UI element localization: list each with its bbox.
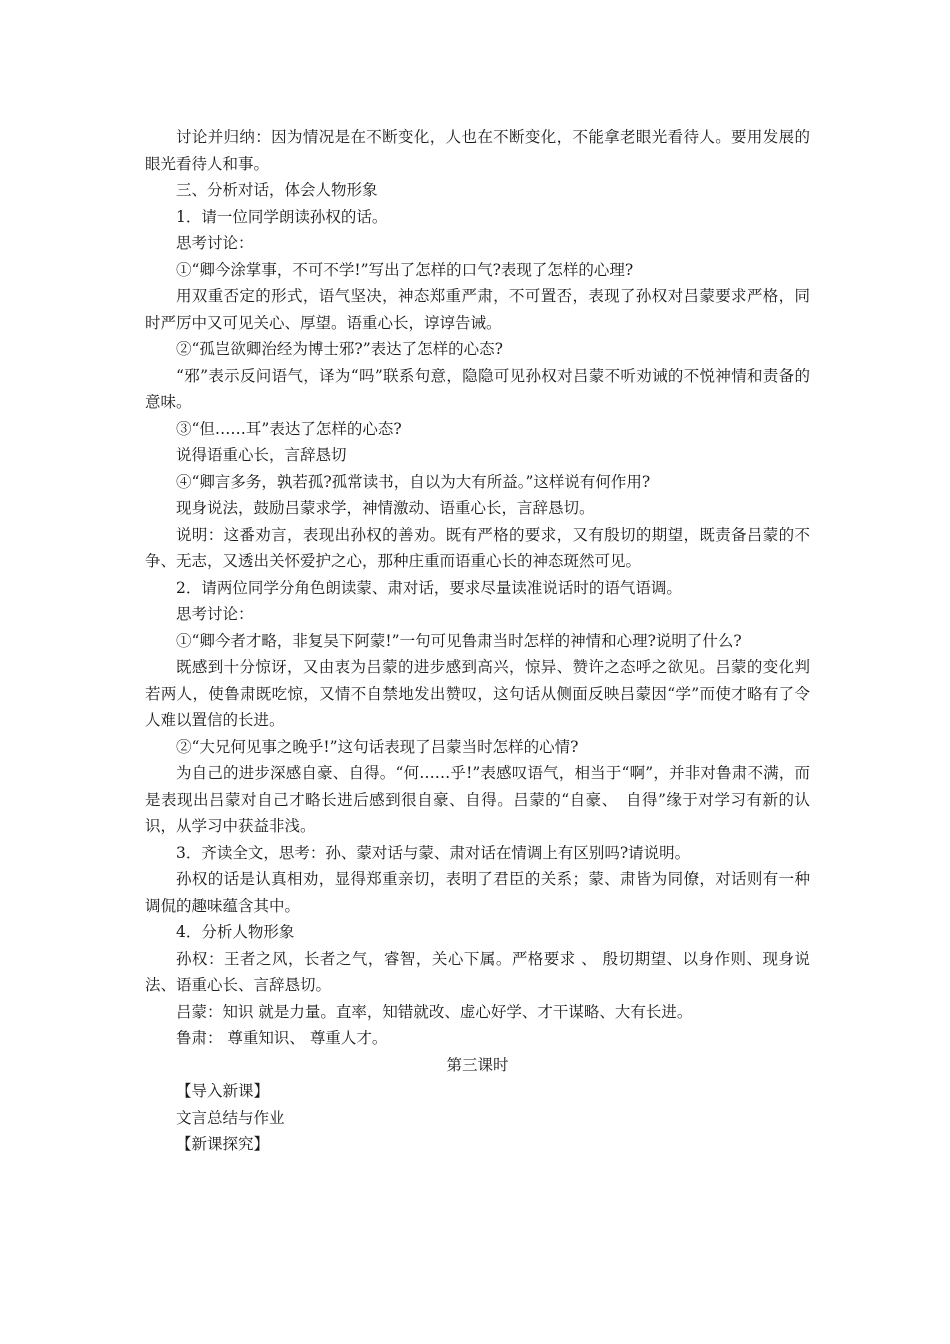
answer: 现身说法，鼓励吕蒙求学，神情激动、语重心长，言辞恳切。 <box>176 499 595 517</box>
question: ②“孤岂欲卿治经为博士邪?”表达了怎样的心态? <box>176 340 503 358</box>
section-title: 第三课时 <box>446 1055 509 1074</box>
paragraph: 2．请两位同学分角色朗读蒙、肃对话，要求尽量读准说话时的语气语调。 <box>176 578 682 597</box>
subheading: 【新课探究】 <box>176 1135 270 1153</box>
subheading: 【导入新课】 <box>176 1082 270 1100</box>
answer: “邪”表示反问语气，译为“吗”联系句意，隐隐可见孙权对吕蒙不听劝诫的不悦神情和责备的意味。 <box>145 366 810 411</box>
answer: 既感到十分惊讶，又由衷为吕蒙的进步感到高兴，惊异、赞许之态呼之欲见。吕蒙的变化判若两人，使鲁肃既吃惊，又情不自禁地发出赞叹，这句话从侧面反映吕蒙因“学”而使才略有了令人难以置信的长进。 <box>145 658 810 729</box>
question: ①“卿今涂掌事，不可不学!”写出了怎样的口气?表现了怎样的心理? <box>176 260 634 279</box>
paragraph: 1．请一位同学朗读孙权的话。 <box>176 207 388 226</box>
paragraph: 说明：这番劝言，表现出孙权的善劝。既有严格的要求，又有殷切的期望，既责备吕蒙的不争、无志，又透出关怀爱护之心，那种庄重而语重心长的神态斑然可见。 <box>145 525 810 570</box>
paragraph: 吕蒙：知识 就是力量。直率，知错就改、虚心好学、才干谋略、大有长进。 <box>176 1002 693 1021</box>
paragraph: 4．分析人物形象 <box>176 923 295 941</box>
question: ①“卿今者才略，非复吴下阿蒙!”一句可见鲁肃当时怎样的神情和心理?说明了什么? <box>176 631 742 650</box>
answer: 用双重否定的形式，语气坚决，神态郑重严肃，不可置否，表现了孙权对吕蒙要求严格，同时严厉中又可见关心、厚望。语重心长，谆谆告诫。 <box>145 287 810 332</box>
answer: 为自己的进步深感自豪、自得。“何……乎!”表感叹语气，相当于“啊”，并非对鲁肃不满，而是表现出吕蒙对自己才略长进后感到很自豪、自得。吕蒙的“自豪、 自得”缘于对学习有新的认识，从学习中获益非浅。 <box>145 764 810 835</box>
paragraph: 3．齐读全文，思考：孙、蒙对话与蒙、肃对话在情调上有区别吗?请说明。 <box>176 843 691 862</box>
paragraph: 鲁肃： 尊重知识、 尊重人才。 <box>176 1029 388 1047</box>
paragraph: 思考讨论： <box>176 234 254 252</box>
question: ④“卿言多务，孰若孤?孤常读书，自以为大有所益。”这样说有何作用? <box>176 472 651 491</box>
question: ③“但……耳”表达了怎样的心态? <box>176 419 402 438</box>
paragraph: 孙权：王者之风，长者之气，睿智，关心下属。严格要求 、 殷切期望、以身作则、现身说法、语重心长、言辞恳切。 <box>145 949 810 994</box>
answer: 孙权的话是认真相劝，显得郑重亲切，表明了君臣的关系；蒙、肃皆为同僚，对话则有一种调侃的趣味蕴含其中。 <box>145 870 810 915</box>
section-heading: 三、分析对话，体会人物形象 <box>176 181 378 199</box>
answer: 说得语重心长，言辞恳切 <box>176 446 347 464</box>
paragraph: 文言总结与作业 <box>176 1108 285 1127</box>
paragraph: 思考讨论： <box>176 605 254 623</box>
paragraph: 讨论并归纳：因为情况是在不断变化，人也在不断变化，不能拿老眼光看待人。要用发展的眼光看待人和事。 <box>145 128 810 173</box>
question: ②“大兄何见事之晚乎!”这句话表现了吕蒙当时怎样的心情? <box>176 737 579 756</box>
